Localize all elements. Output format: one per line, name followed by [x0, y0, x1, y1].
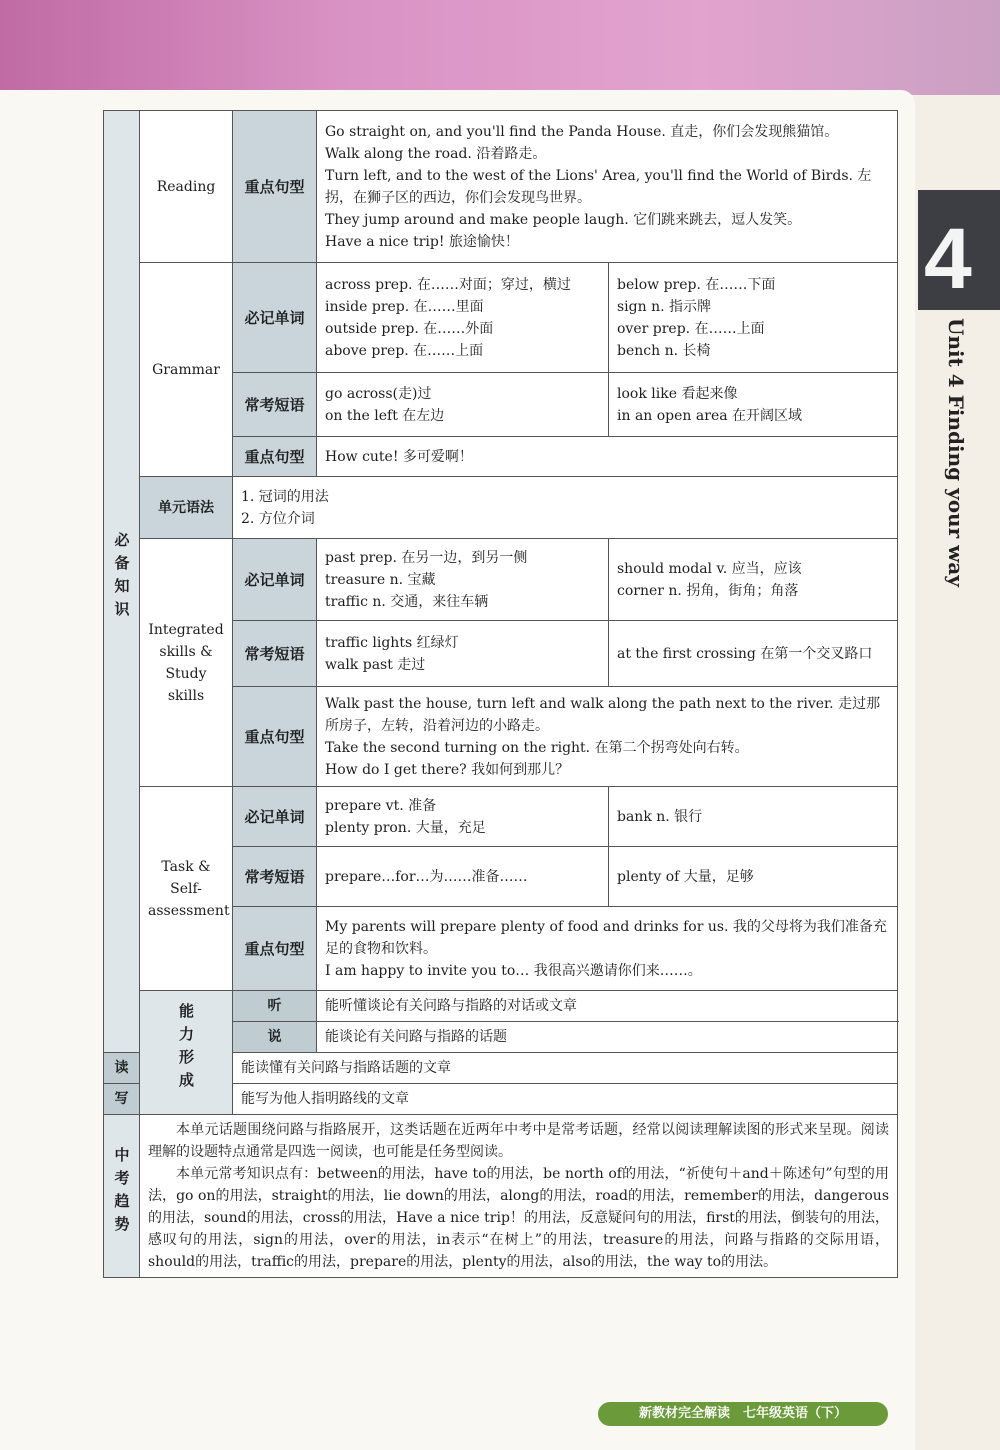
- type-label: 重点句型: [233, 687, 317, 787]
- integrated-words-right: should modal v. 应当，应该 corner n. 拐角，街角；角落: [609, 539, 898, 621]
- footer-label: 新教材完全解读 七年级英语（下）: [598, 1402, 888, 1426]
- reading-row: [104, 111, 898, 263]
- knowledge-table: [103, 110, 898, 1278]
- section-integrated: Integrated skills & Study skills: [140, 539, 233, 787]
- unit-grammar-label: 单元语法: [140, 477, 233, 539]
- section-task: Task & Self-assessment: [140, 787, 233, 991]
- trend-text: 本单元话题围绕问路与指路展开，这类话题在近两年中考中是常考话题，经常以阅读理解读图的形式来呈现。阅读理解的设题特点通常是四选一阅读，也可能是任务型阅读。 本单元常考知识点有：between的用法，have to的用法，be north of的用法，“祈使句＋and＋陈述句”句型的用法，go on的用法，straight的用法，lie down的用法，along的用法，road的用法，remember的用法，dangerous的用法，sound的用法，cross的用法，Have a nice trip！的用法，反意疑问句的用法，first的用法，倒装句的用法，感叹句的用法，sign的用法，over的用法，in表示“在树上”的用法，treasure的用法，问路与指路的交际用语，should的用法，traffic的用法，prepare的用法，plenty的用法，also的用法，the way to的用法。: [140, 1115, 898, 1278]
- type-label: 常考短语: [233, 847, 317, 907]
- skill-speak: 说: [233, 1022, 317, 1053]
- task-phrases-right: plenty of 大量，足够: [609, 847, 898, 907]
- category-ability: 能力形成: [140, 991, 233, 1115]
- grammar-words-left: across prep. 在……对面；穿过，横过 inside prep. 在……里面 outside prep. 在……外面 above prep. 在……上面: [317, 263, 609, 373]
- grammar-phrases-right: look like 看起来像 in an open area 在开阔区域: [609, 373, 898, 437]
- top-banner: [0, 0, 1000, 95]
- task-sentences: My parents will prepare plenty of food and drinks for us. 我的父母将为我们准备充足的食物和饮料。 I am happy to invite you to… 我很高兴邀请你们来……。: [317, 907, 898, 991]
- grammar-phrases-left: go across(走)过 on the left 在左边: [317, 373, 609, 437]
- grammar-words-right: below prep. 在……下面 sign n. 指示牌 over prep. 在……上面 bench n. 长椅: [609, 263, 898, 373]
- integrated-sentences: Walk past the house, turn left and walk along the path next to the river. 走过那所房子，左转，沿着河边的小路走。 Take the second turning on the right. 在第二个拐弯处向右转。 How do I get there? 我如何到那儿？: [317, 687, 898, 787]
- type-label: 常考短语: [233, 373, 317, 437]
- task-words-left: prepare vt. 准备 plenty pron. 大量，充足: [317, 787, 609, 847]
- unit-tab: [918, 190, 1000, 310]
- skill-listen: 听: [233, 991, 317, 1022]
- type-label: 常考短语: [233, 621, 317, 687]
- unit-number: 4: [924, 211, 972, 307]
- ability-text: 能写为他人指明路线的文章: [233, 1084, 898, 1115]
- reading-sentences: Go straight on, and you'll find the Panda House. 直走，你们会发现熊猫馆。 Walk along the road. 沿着路走。 Turn left, and to the west of the Lions' Area, you'll find the World of Birds. 左拐，在狮子区的西边，你们会发现鸟世界。 They jump around and make people laugh. 它们跳来跳去，逗人发笑。 Have a nice trip! 旅途愉快！: [317, 111, 898, 263]
- task-phrases-left: prepare…for…为……准备……: [317, 847, 609, 907]
- grammar-sentence: How cute! 多可爱啊！: [317, 437, 898, 477]
- type-label: 重点句型: [233, 437, 317, 477]
- category-core: 必备知识: [104, 111, 140, 1053]
- unit-grammar-items: 1. 冠词的用法 2. 方位介词: [233, 477, 898, 539]
- integrated-words-left: past prep. 在另一边，到另一侧 treasure n. 宝藏 traffic n. 交通，来往车辆: [317, 539, 609, 621]
- section-grammar: Grammar: [140, 263, 233, 477]
- skill-read: 读: [104, 1053, 140, 1084]
- task-words-right: bank n. 银行: [609, 787, 898, 847]
- type-label: 重点句型: [233, 907, 317, 991]
- unit-title: Unit 4 Finding your way: [944, 318, 968, 587]
- integrated-phrases-left: traffic lights 红绿灯 walk past 走过: [317, 621, 609, 687]
- ability-text: 能读懂有关问路与指路话题的文章: [233, 1053, 898, 1084]
- integrated-phrases-right: at the first crossing 在第一个交叉路口: [609, 621, 898, 687]
- section-reading: Reading: [140, 111, 233, 263]
- ability-text: 能谈论有关问路与指路的话题: [317, 1022, 898, 1053]
- type-label: 必记单词: [233, 263, 317, 373]
- ability-text: 能听懂谈论有关问路与指路的对话或文章: [317, 991, 898, 1022]
- category-trend: 中考趋势: [104, 1115, 140, 1278]
- skill-write: 写: [104, 1084, 140, 1115]
- type-label: 必记单词: [233, 787, 317, 847]
- type-label: 重点句型: [233, 111, 317, 263]
- type-label: 必记单词: [233, 539, 317, 621]
